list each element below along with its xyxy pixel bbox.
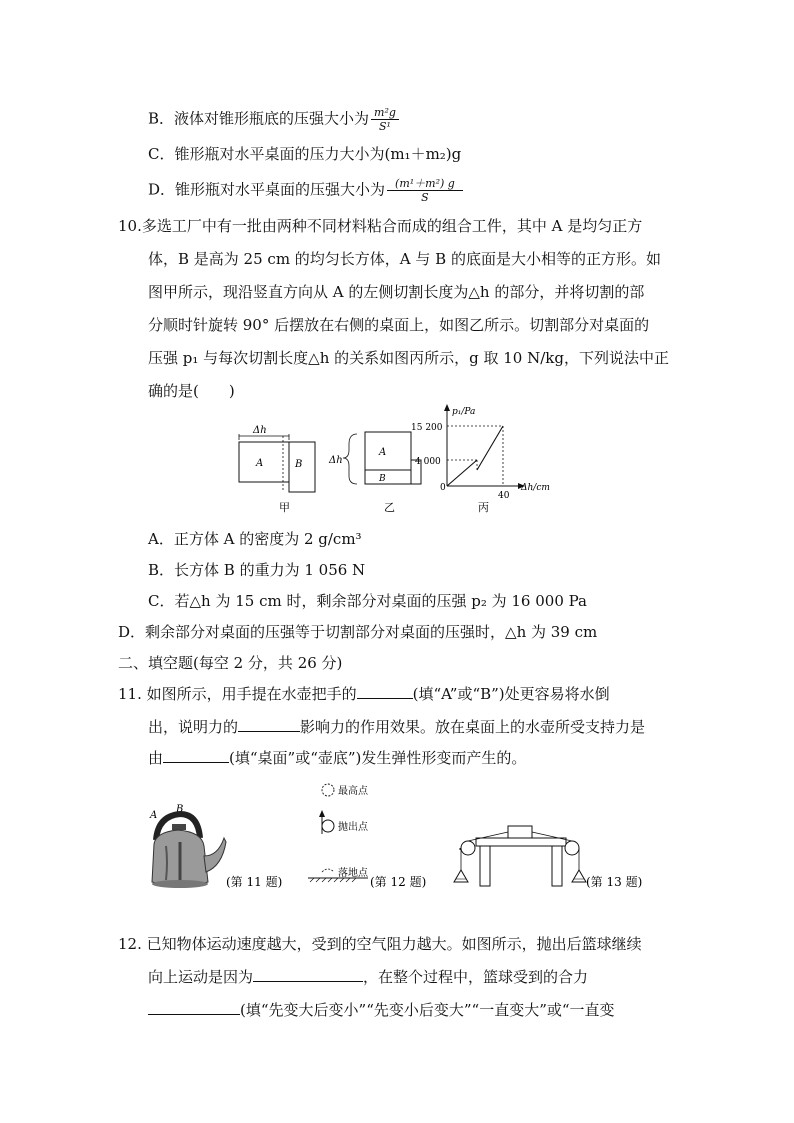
q10-line-5: 压强 p₁ 与每次切割长度△h 的关系如图丙所示，g 取 10 N/kg，下列说法中正 (148, 349, 669, 367)
svg-text:15 200: 15 200 (411, 423, 443, 433)
svg-text:最高点: 最高点 (338, 786, 368, 797)
svg-text:(第 13 题): (第 13 题) (586, 875, 643, 889)
svg-text:甲: 甲 (279, 501, 290, 514)
svg-text:p₁/Pa: p₁/Pa (452, 407, 476, 417)
q12-line-2: 向上运动是因为 ，在整个过程中，篮球受到的合力 (148, 968, 589, 986)
q12-blank-2[interactable] (148, 1000, 240, 1015)
svg-text:A: A (150, 810, 158, 821)
q10-figure (225, 400, 570, 520)
svg-text:Δh/cm: Δh/cm (521, 483, 550, 493)
q10-line-3: 图甲所示，现沿竖直方向从 A 的左侧切割长度为△h 的部分，并将切割的部 (148, 283, 645, 301)
svg-text:乙: 乙 (384, 501, 395, 514)
svg-text:A: A (379, 447, 387, 458)
q11-line-3: 由 (填“桌面”或“壶底”)发生弹性形变而产生的。 (148, 749, 527, 767)
q11-13-figures (140, 772, 660, 897)
kettle-figure (149, 804, 226, 888)
svg-text:落地点: 落地点 (338, 868, 368, 879)
svg-text:(第 12 题): (第 12 题) (370, 875, 427, 889)
pulley-figure (454, 826, 586, 886)
q11-blank-2[interactable] (238, 717, 300, 732)
q11-line-1: 11. 如图所示，用手提在水壶把手的 (填“A”或“B”)处更容易将水倒 (118, 685, 610, 703)
q12-line-1: 12. 已知物体运动速度越大，受到的空气阻力越大。如图所示，抛出后篮球继续 (118, 935, 642, 953)
svg-text:B: B (176, 804, 184, 815)
q11-blank-3[interactable] (163, 748, 229, 763)
q10-line-2: 体，B 是高为 25 cm 的均匀长方体，A 与 B 的底面是大小相等的正方形。如 (148, 250, 661, 268)
q11-blank-1[interactable] (357, 684, 413, 699)
svg-text:4 000: 4 000 (415, 457, 441, 467)
svg-text:B: B (295, 459, 303, 470)
svg-text:丙: 丙 (478, 501, 489, 514)
svg-text:0: 0 (440, 483, 446, 493)
q10-line-1: 10.多选工厂中有一批由两种不同材料粘合而成的组合工件，其中 A 是均匀正方 (118, 217, 643, 235)
q12-blank-1[interactable] (253, 967, 363, 982)
q9-option-d-fraction: $\frac{\text{(m¹＋m²) g}}{S}$ (387, 177, 463, 204)
q10-line-6: 确的是( ) (148, 382, 235, 400)
section-heading: 二、填空题(每空 2 分，共 26 分) (118, 654, 343, 672)
svg-text:A: A (256, 458, 264, 469)
q11-line-2: 出，说明力的 影响力的作用效果。放在桌面上的水壶所受支持力是 (148, 718, 646, 736)
q9-option-b: B．液体对锥形瓶底的压强大小为 $\frac{\text{m²g}}{\text{S¹}}$ (148, 106, 401, 133)
figure-jia (239, 425, 315, 514)
q10-option-a: A．正方体 A 的密度为 2 g/cm³ (148, 530, 362, 548)
svg-text:B: B (379, 474, 386, 484)
svg-text:抛出点: 抛出点 (338, 822, 368, 833)
q10-line-4: 分顺时针旋转 90° 后摆放在右侧的桌面上，如图乙所示。切割部分对桌面的 (148, 316, 650, 334)
q10-option-c: C．若△h 为 15 cm 时，剩余部分对桌面的压强 p₂ 为 16 000 Pa (148, 592, 587, 610)
q10-option-d: D．剩余部分对桌面的压强等于切割部分对桌面的压强时，△h 为 39 cm (118, 623, 598, 641)
svg-text:Δh: Δh (253, 425, 267, 436)
svg-text:40: 40 (498, 491, 510, 501)
figure-yi (328, 432, 421, 514)
q9-option-d: D．锥形瓶对水平桌面的压强大小为 $\frac{\text{(m¹＋m²) g}}{S}$ (148, 177, 465, 204)
q9-option-b-fraction: $\frac{\text{m²g}}{\text{S¹}}$ (371, 106, 399, 133)
q9-option-c: C．锥形瓶对水平桌面的压力大小为(m₁＋m₂)g (148, 145, 462, 163)
q12-line-3: (填“先变大后变小”“先变小后变大”“一直变大”或“一直变 (148, 1000, 615, 1020)
throw-figure (308, 784, 369, 882)
figure-bing-graph (411, 404, 550, 514)
svg-text:Δh: Δh (329, 455, 343, 466)
q10-option-b: B．长方体 B 的重力为 1 056 N (148, 561, 366, 579)
svg-text:(第 11 题): (第 11 题) (226, 875, 283, 889)
